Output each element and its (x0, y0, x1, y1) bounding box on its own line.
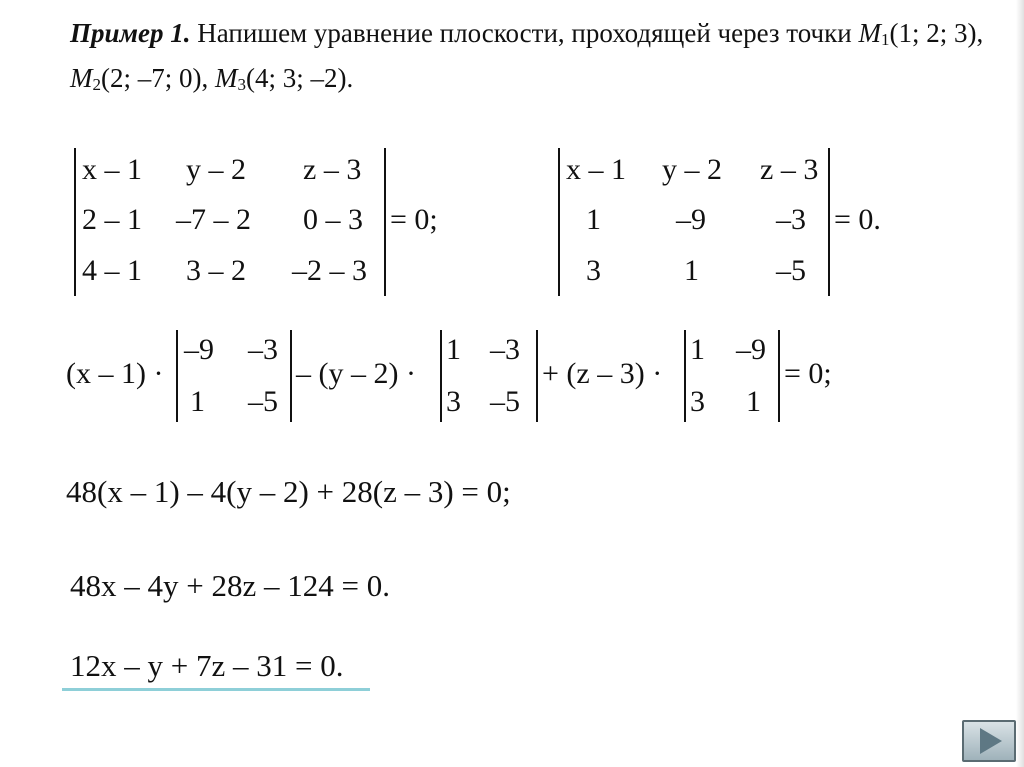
det1-right-bar (384, 148, 386, 296)
det1-cell: –7 – 2 (176, 203, 251, 236)
det2-cell: 1 (684, 254, 699, 287)
det2-cell: x – 1 (566, 153, 626, 186)
det2-equals: = 0. (834, 203, 881, 236)
det1-cell: –2 – 3 (292, 254, 367, 287)
det2-left-bar (558, 148, 560, 296)
minor1-cell: –3 (248, 333, 278, 366)
minor1-cell: –9 (184, 333, 214, 366)
minor2-cell: 1 (446, 333, 461, 366)
minor3-cell: –9 (736, 333, 766, 366)
minor2-cell: –5 (490, 385, 520, 418)
det1-left-bar (74, 148, 76, 296)
expansion-term-3: + (z – 3) · (542, 357, 663, 390)
det2-cell: –3 (776, 203, 806, 236)
point-m1-coords: (1; 2; 3), (889, 18, 984, 48)
minor2-right-bar (536, 330, 538, 422)
final-equation-underline (62, 688, 370, 691)
det1-cell: z – 3 (303, 153, 362, 186)
point-m3: $M_3$ (215, 63, 246, 94)
det2-cell: –9 (676, 203, 706, 236)
point-m3-coords: (4; 3; –2). (246, 63, 354, 93)
minor3-cell: 1 (746, 385, 761, 418)
example-intro (70, 14, 990, 104)
det1-cell: 0 – 3 (303, 203, 363, 236)
play-arrow-icon (980, 728, 1002, 754)
example-label: Пример 1. (70, 18, 191, 48)
det1-cell: 3 – 2 (186, 254, 246, 287)
det2-cell: y – 2 (662, 153, 722, 186)
det1-cell: y – 2 (186, 153, 246, 186)
minor1-cell: –5 (248, 385, 278, 418)
minor2-left-bar (440, 330, 442, 422)
minor3-cell: 3 (690, 385, 705, 418)
det2-cell: –5 (776, 254, 806, 287)
point-m2: $M_2$ (70, 63, 101, 94)
minor2-cell: 3 (446, 385, 461, 418)
det1-cell: 2 – 1 (82, 203, 142, 236)
minor2-cell: –3 (490, 333, 520, 366)
det1-cell: 4 – 1 (82, 254, 142, 287)
minor3-right-bar (778, 330, 780, 422)
expansion-term-2: – (y – 2) · (296, 357, 416, 390)
expansion-term-1: (x – 1) · (66, 357, 164, 390)
equation-expanded: 48(x – 1) – 4(y – 2) + 28(z – 3) = 0; (66, 474, 511, 509)
det2-cell: z – 3 (760, 153, 819, 186)
det1-equals: = 0; (390, 203, 438, 236)
minor3-cell: 1 (690, 333, 705, 366)
next-slide-button[interactable] (962, 720, 1016, 762)
minor3-left-bar (684, 330, 686, 422)
point-m2-coords: (2; –7; 0), (101, 63, 209, 93)
point-m1: $M_1$ (858, 18, 890, 49)
minor1-left-bar (176, 330, 178, 422)
equation-final: 12x – y + 7z – 31 = 0. (70, 648, 344, 683)
minor1-right-bar (290, 330, 292, 422)
expansion-equals: = 0; (784, 357, 832, 390)
example-text: Напишем уравнение плоскости, проходящей через точки (197, 18, 852, 48)
minor1-cell: 1 (190, 385, 205, 418)
det1-cell: x – 1 (82, 153, 142, 186)
det2-cell: 1 (586, 203, 601, 236)
det2-cell: 3 (586, 254, 601, 287)
det2-right-bar (828, 148, 830, 296)
equation-simplified: 48x – 4y + 28z – 124 = 0. (70, 568, 390, 603)
slide-edge-shadow (1016, 0, 1024, 767)
